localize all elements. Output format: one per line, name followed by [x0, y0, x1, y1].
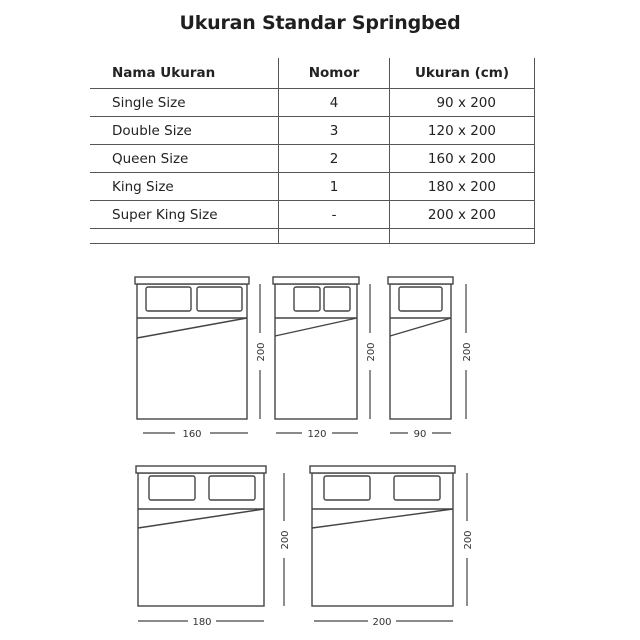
pillow — [324, 476, 370, 500]
cell-size: 90 x 200 — [390, 89, 535, 117]
blanket-fold — [137, 318, 247, 338]
width-label: 90 — [413, 429, 427, 440]
pillow — [149, 476, 195, 500]
page-title: Ukuran Standar Springbed — [179, 12, 461, 34]
width-label: 120 — [307, 429, 327, 440]
column-header-name: Nama Ukuran — [90, 58, 279, 89]
cell-number: 2 — [279, 145, 390, 173]
cell-name: Single Size — [90, 89, 279, 117]
pillow — [394, 476, 440, 500]
blanket-fold — [312, 509, 453, 528]
blanket-fold — [275, 318, 357, 336]
cell-number: 1 — [279, 173, 390, 201]
headboard — [310, 466, 455, 473]
cell-size: 160 x 200 — [390, 145, 535, 173]
cell-name: Double Size — [90, 117, 279, 145]
blanket-fold — [390, 318, 451, 336]
length-label: 200 — [366, 342, 377, 362]
bed-diagram-single — [388, 277, 473, 440]
length-label: 200 — [256, 342, 267, 362]
bed-diagram-super-king — [310, 466, 474, 628]
headboard — [136, 466, 266, 473]
length-label: 200 — [280, 530, 291, 550]
cell-name: Queen Size — [90, 145, 279, 173]
bed-diagram-double — [273, 277, 377, 440]
pillow — [146, 287, 191, 311]
column-header-size: Ukuran (cm) — [390, 58, 535, 89]
width-label: 180 — [192, 617, 212, 628]
length-label: 200 — [463, 530, 474, 550]
pillow — [209, 476, 255, 500]
cell-name: Super King Size — [90, 201, 279, 229]
pillow — [399, 287, 442, 311]
headboard — [135, 277, 249, 284]
width-label: 160 — [182, 429, 202, 440]
width-label: 200 — [372, 617, 392, 628]
pillow — [324, 287, 350, 311]
cell-size: 200 x 200 — [390, 201, 535, 229]
length-label: 200 — [462, 342, 473, 362]
blanket-fold — [138, 509, 264, 528]
cell-name: King Size — [90, 173, 279, 201]
cell-number: - — [279, 201, 390, 229]
bed-diagram-king — [136, 466, 291, 628]
cell-size: 180 x 200 — [390, 173, 535, 201]
bed-diagram-queen — [135, 277, 267, 440]
headboard — [273, 277, 359, 284]
pillow — [197, 287, 242, 311]
column-header-number: Nomor — [279, 58, 390, 89]
cell-number: 4 — [279, 89, 390, 117]
cell-size: 120 x 200 — [390, 117, 535, 145]
cell-number: 3 — [279, 117, 390, 145]
headboard — [388, 277, 453, 284]
pillow — [294, 287, 320, 311]
